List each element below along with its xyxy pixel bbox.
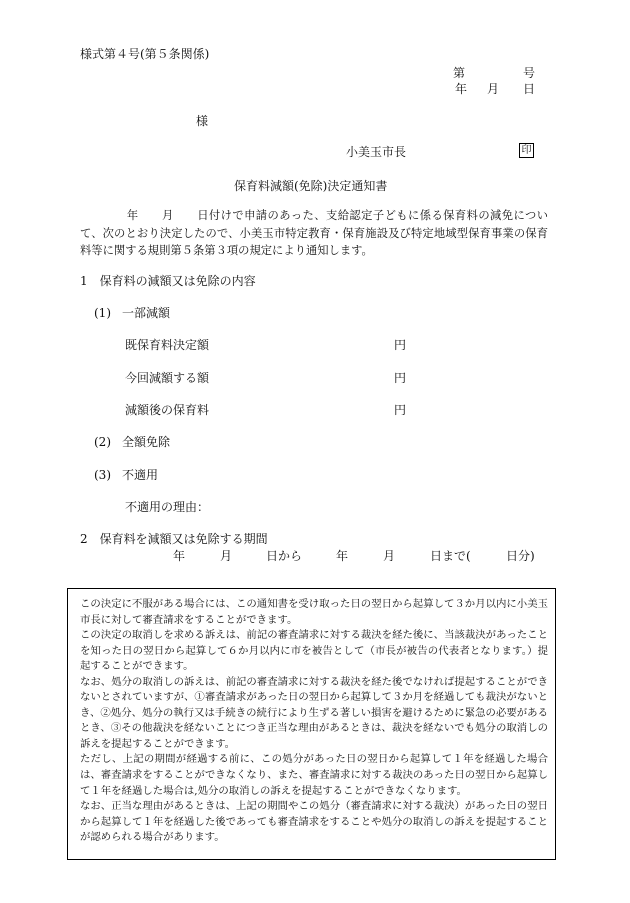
period-days: 日分)	[506, 549, 535, 563]
period-end-day: 日まで(	[430, 549, 471, 563]
reduction-amount-unit: 円	[394, 371, 407, 385]
notice-paragraph: ただし、上記の期間が経過する前に、この処分があった日の翌日から起算して１年を経過した場合は、審査請求をすることができなくなり、また、審査請求に対する裁決のあった日の翌日から起算して１年を経過した場合は,処分の取消しの訴えを提起することができなくなります。	[80, 753, 548, 797]
reduced-fee-unit: 円	[394, 403, 407, 417]
date-day: 日	[523, 82, 536, 96]
item3-number: (3)	[94, 468, 111, 482]
notice-paragraph: この決定の取消しを求める訴えは、前記の審査請求に対する裁決を経た後に、当該裁決があったことを知った日の翌日から起算して６か月以内に市を被告として（市長が被告の代表者となります。）提起することができます。	[80, 629, 548, 673]
reduced-fee-label: 減額後の保育料	[125, 403, 210, 417]
section2-heading: 2 保育料を減額又は免除する期間	[80, 532, 268, 546]
date-month: 月	[487, 82, 500, 96]
intro-paragraph: 年 月 日付けで申請のあった、支給認定子どもに係る保育料の減免について、次のとおり決定したので、小美玉市特定教育・保育施設及び特定地域型保育事業の保育料等に関する規則第５条第３項の規定により通知します。	[80, 209, 548, 257]
issuer-name: 小美玉市長	[346, 145, 407, 159]
addressee-honorific: 様	[196, 114, 209, 128]
item2-number: (2)	[94, 435, 111, 449]
notice-paragraph: なお、正当な理由があるときは、上記の期間やこの処分（審査請求に対する裁決）があった日の翌日から起算して１年を経過した後であっても審査請求をすることや処分の取消しの訴えを提起することが認められる場合があります。	[80, 800, 548, 844]
item3-label: 不適用	[122, 468, 159, 482]
item1-label: 一部減額	[122, 306, 171, 320]
period-end-year: 年	[336, 549, 349, 563]
seal-stamp: 印	[519, 143, 534, 158]
document-number-prefix: 第	[453, 66, 466, 80]
period-end-month: 月	[383, 549, 396, 563]
item1-number: (1)	[94, 306, 111, 320]
date-year: 年	[455, 82, 468, 96]
not-applicable-reason-label: 不適用の理由：	[125, 500, 210, 514]
notice-paragraph: この決定に不服がある場合には、この通知書を受け取った日の翌日から起算して３か月以内に小美玉市長に対して審査請求をすることができます。	[80, 598, 548, 626]
period-start-month: 月	[220, 549, 233, 563]
existing-fee-label: 既保育料決定額	[125, 338, 210, 352]
item2-label: 全額免除	[122, 435, 171, 449]
period-start-year: 年	[173, 549, 186, 563]
document-title: 保育料減額(免除)決定通知書	[234, 179, 388, 193]
period-start-day: 日から	[266, 549, 303, 563]
existing-fee-unit: 円	[394, 338, 407, 352]
form-number: 様式第４号(第５条関係)	[80, 47, 210, 61]
reduction-amount-label: 今回減額する額	[125, 371, 210, 385]
appeal-notice-text	[80, 597, 548, 846]
section1-heading: 1 保育料の減額又は免除の内容	[80, 274, 256, 288]
notice-paragraph: なお、処分の取消しの訴えは、前記の審査請求に対する裁決を経た後でなければ提起することができないとされていますが、①審査請求があった日の翌日から起算して３か月を経過しても裁決がないとき、②処分、処分の執行又は手続きの続行により生ずる著しい損害を避けるために緊急の必要があるとき、③その他裁決を経ないことにつき正当な理由があるときは、裁決を経ないでも処分の取消しの訴えを提起することができます。	[80, 675, 548, 750]
document-number-suffix: 号	[523, 66, 536, 80]
